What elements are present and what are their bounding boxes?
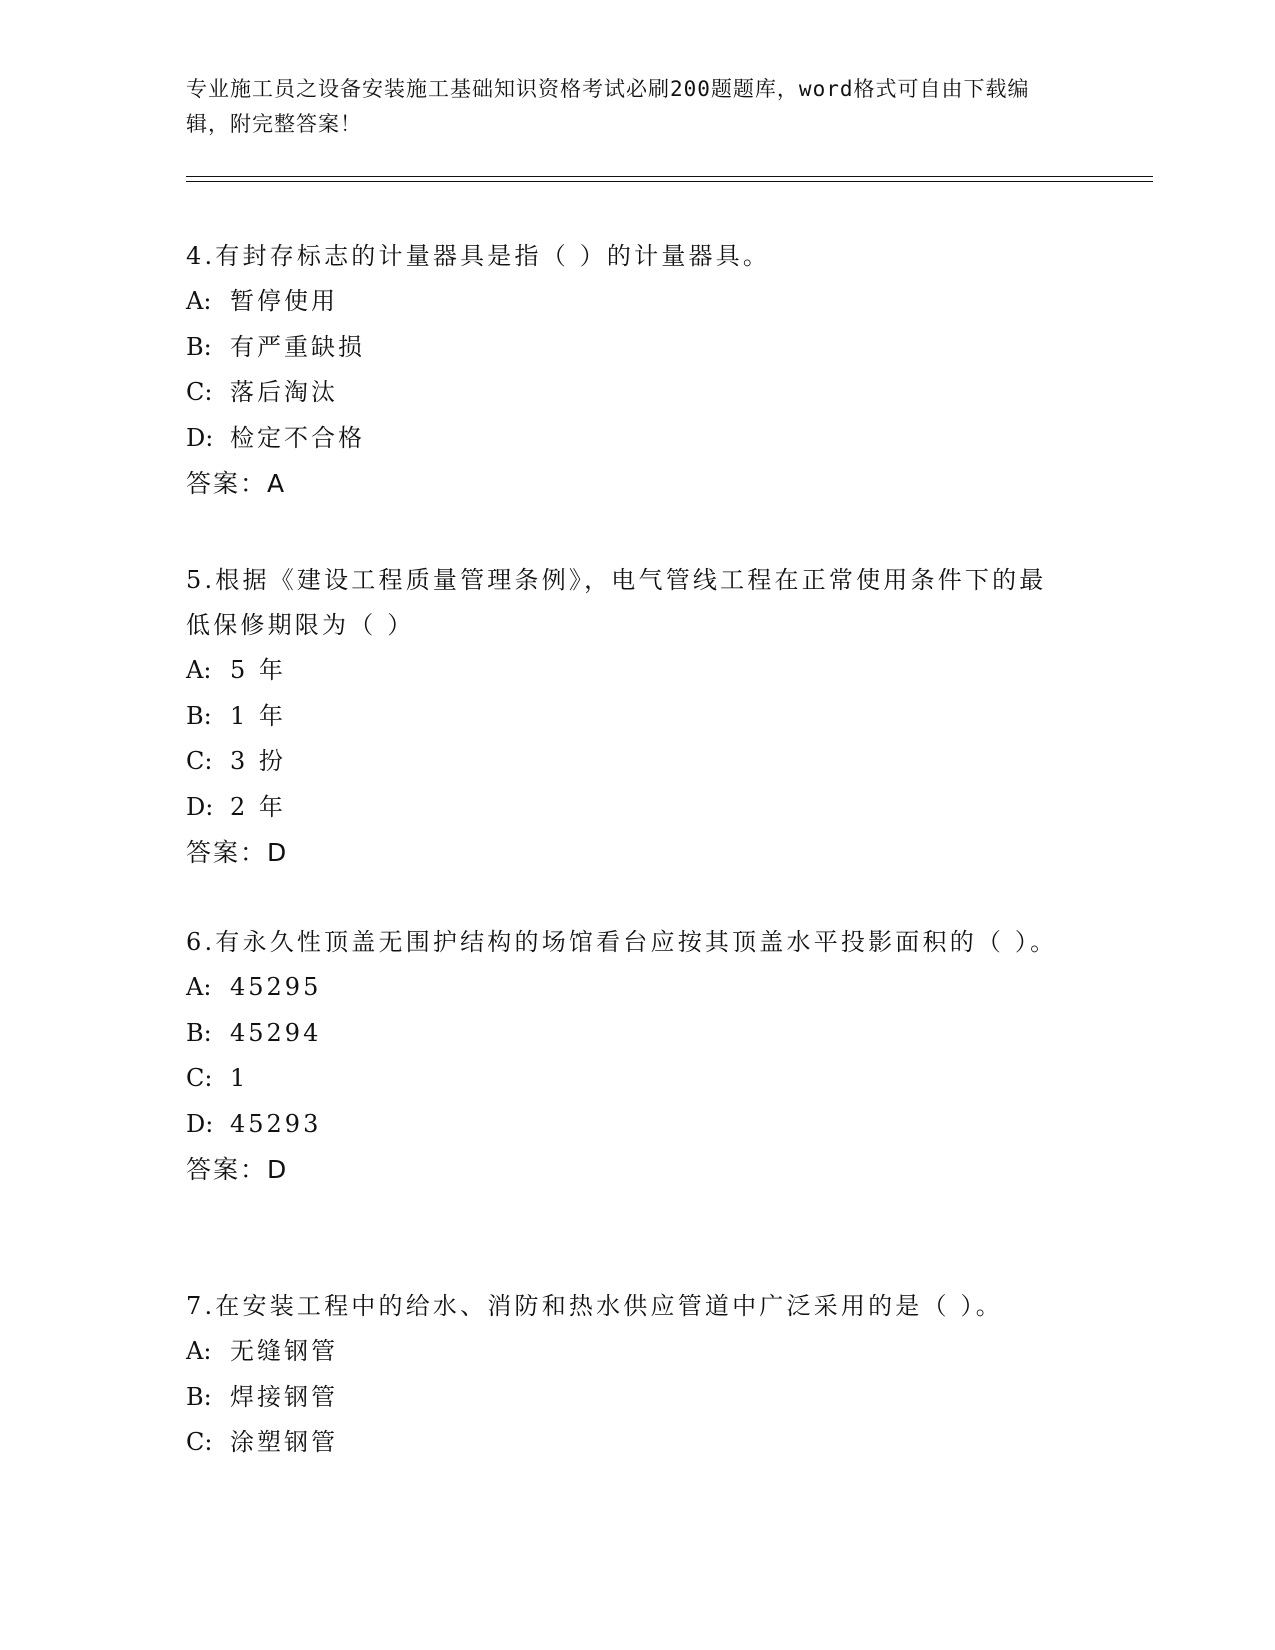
option-text: 45293 (230, 1109, 322, 1138)
option-c (186, 739, 1066, 785)
option-key: A: (186, 1337, 212, 1365)
option-key: B: (186, 1018, 212, 1047)
question-stem: 4.有封存标志的计量器具是指（ ）的计量器具。 (186, 242, 771, 270)
answer: 答案：D (186, 838, 289, 867)
question-6 (186, 920, 1066, 1192)
option-key: B: (186, 1382, 212, 1411)
option-b (186, 325, 1066, 371)
option-d (186, 785, 1066, 831)
option-text: 焊接钢管 (230, 1382, 338, 1411)
question-stem: 5.根据《建设工程质量管理条例》，电气管线工程在正常使用条件下的最低保修期限为（ ） (186, 566, 1047, 639)
option-d (186, 416, 1066, 462)
option-text: 涂塑钢管 (230, 1428, 338, 1456)
option-key: D: (186, 792, 214, 821)
option-b (186, 1375, 1066, 1421)
option-b (186, 694, 1066, 740)
option-text: 45294 (230, 1018, 322, 1047)
option-c (186, 1056, 1066, 1102)
question-4 (186, 234, 1066, 506)
option-text: 5 年 (230, 656, 286, 684)
option-key: B: (186, 332, 212, 361)
option-key: C: (186, 747, 213, 775)
option-text: 无缝钢管 (230, 1337, 338, 1365)
option-key: D: (186, 423, 214, 452)
question-stem: 7.在安装工程中的给水、消防和热水供应管道中广泛采用的是（ ）。 (186, 1292, 1003, 1320)
option-text: 检定不合格 (230, 423, 365, 452)
option-text: 3 扮 (230, 747, 286, 775)
option-text: 落后淘汰 (230, 378, 338, 406)
option-text: 1 年 (230, 701, 286, 730)
option-text: 有严重缺损 (230, 332, 365, 361)
option-a (186, 279, 1066, 325)
answer: 答案：D (186, 1155, 289, 1184)
option-c (186, 1420, 1066, 1466)
option-key: C: (186, 1428, 213, 1456)
option-key: C: (186, 1064, 213, 1092)
question-7 (186, 1284, 1066, 1466)
option-key: C: (186, 378, 213, 406)
option-key: B: (186, 701, 212, 730)
option-key: A: (186, 656, 212, 684)
option-text: 1 (230, 1064, 249, 1092)
option-text: 2 年 (230, 792, 286, 821)
option-key: A: (186, 973, 212, 1001)
option-a (186, 1329, 1066, 1375)
option-key: A: (186, 287, 212, 315)
option-c (186, 370, 1066, 416)
answer: 答案：A (186, 469, 287, 498)
question-stem: 6.有永久性顶盖无围护结构的场馆看台应按其顶盖水平投影面积的（ ）。 (186, 928, 1058, 956)
option-d (186, 1102, 1066, 1148)
question-5 (186, 558, 1066, 875)
header-rule-top (186, 176, 1153, 177)
document-header: 专业施工员之设备安装施工基础知识资格考试必刷200题题库，word格式可自由下载编辑，附完整答案！ (186, 77, 1030, 136)
option-key: D: (186, 1109, 214, 1138)
header-rule-bottom (186, 181, 1153, 182)
option-a (186, 965, 1066, 1011)
option-text: 45295 (230, 973, 322, 1001)
option-b (186, 1011, 1066, 1057)
option-text: 暂停使用 (230, 287, 338, 315)
option-a (186, 648, 1066, 694)
